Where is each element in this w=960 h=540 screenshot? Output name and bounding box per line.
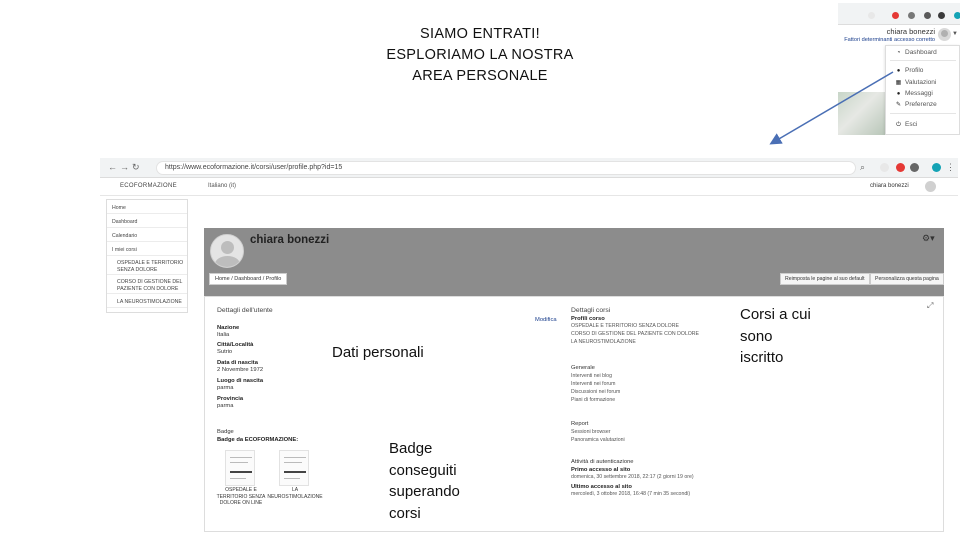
- slide-title-line: SIAMO ENTRATI!: [420, 26, 540, 42]
- sidebar-item-course[interactable]: CORSO DI GESTIONE DEL PAZIENTE CON DOLORE: [107, 277, 187, 294]
- message-icon: ●: [896, 91, 901, 97]
- wrench-icon: ✎: [895, 102, 902, 108]
- course-link[interactable]: OSPEDALE E TERRITORIO SENZA DOLORE: [571, 323, 679, 329]
- slide-title: [360, 24, 600, 87]
- misc-heading: Generale: [571, 365, 595, 371]
- sidebar-item-my-courses[interactable]: I miei corsi: [107, 244, 187, 256]
- pinterest-icon[interactable]: [896, 163, 905, 172]
- course-profiles-heading: Profili corso: [571, 316, 605, 322]
- extension-icon[interactable]: [938, 12, 945, 19]
- reset-page-button[interactable]: Reimposta le pagine al suo default: [780, 273, 870, 285]
- field-value: Sutrio: [217, 349, 233, 355]
- menu-item-grades[interactable]: ▦ Valutazioni: [895, 79, 937, 86]
- menu-divider: [890, 113, 956, 114]
- course-link[interactable]: LA NEUROSTIMOLAZIONE: [571, 339, 636, 345]
- misc-link[interactable]: Discussioni nei forum: [571, 389, 621, 395]
- star-icon[interactable]: [868, 12, 875, 19]
- field-value: 2 Novembre 1972: [217, 367, 264, 373]
- search-icon[interactable]: ⌕: [860, 162, 866, 172]
- misc-link[interactable]: Piani di formazione: [571, 397, 616, 403]
- report-link[interactable]: Panoramica valutazioni: [571, 437, 625, 443]
- badge-image[interactable]: [279, 450, 309, 486]
- first-access-value: domenica, 30 settembre 2018, 22:17 (2 giorni 19 ore): [571, 474, 694, 480]
- sidebar-item-course[interactable]: OSPEDALE E TERRITORIO SENZA DOLORE: [107, 258, 187, 275]
- sidebar-item-course[interactable]: LA NEUROSTIMOLAZIONE: [107, 296, 187, 308]
- user-dropdown-menu: [885, 45, 960, 135]
- reload-icon[interactable]: ↻: [132, 162, 140, 172]
- site-navbar: [100, 178, 958, 196]
- field-label: Provincia: [217, 396, 244, 402]
- badge-heading: Badge da ECOFORMAZIONE:: [217, 437, 299, 443]
- avatar[interactable]: [925, 181, 936, 192]
- field-label: Nazione: [217, 325, 240, 331]
- browser-toolbar: [100, 158, 958, 178]
- logout-icon: ⏻: [896, 122, 901, 128]
- expand-icon[interactable]: ⤢: [927, 301, 934, 310]
- menu-item-preferences[interactable]: ✎ Preferenze: [895, 101, 937, 108]
- background-photo: [838, 92, 885, 135]
- reports-heading: Report: [571, 421, 589, 427]
- extension-icon[interactable]: [910, 163, 919, 172]
- inset-toolbar: [838, 3, 960, 25]
- user-icon: ●: [896, 68, 901, 74]
- badge-image[interactable]: [225, 450, 255, 486]
- field-value: parma: [217, 385, 234, 391]
- sidebar-item-calendar[interactable]: Calendario: [107, 230, 187, 242]
- slide-title-line: ESPLORIAMO LA NOSTRA: [386, 47, 574, 63]
- profile-icon[interactable]: [932, 163, 941, 172]
- customise-page-button[interactable]: Personalizza questa pagina: [870, 273, 944, 285]
- extension-icon[interactable]: [908, 12, 915, 19]
- back-icon[interactable]: ←: [108, 162, 117, 172]
- profile-icon[interactable]: [954, 12, 960, 19]
- dashboard-icon: ◔: [896, 50, 901, 56]
- site-logo[interactable]: ECOFORMAZIONE: [120, 183, 177, 189]
- profile-header: [204, 228, 944, 296]
- field-label: Luogo di nascita: [217, 378, 264, 384]
- first-access-label: Primo accesso al sito: [571, 467, 631, 473]
- field-value: Italia: [217, 332, 230, 338]
- field-label: Data di nascita: [217, 360, 258, 366]
- sidebar-item-dashboard[interactable]: Dashboard: [107, 216, 187, 228]
- gear-icon[interactable]: ⚙▾: [922, 233, 935, 243]
- menu-item-messages[interactable]: ● Messaggi: [894, 90, 933, 97]
- activity-heading: Attività di autenticazione: [571, 459, 634, 465]
- address-bar[interactable]: [156, 161, 856, 175]
- field-value: parma: [217, 403, 234, 409]
- avatar: [210, 234, 244, 268]
- badge-caption[interactable]: OSPEDALE E TERRITORIO SENZA DOLORE ON LINE: [216, 487, 266, 506]
- course-details-title: Dettagli corsi: [571, 307, 611, 314]
- extension-icon[interactable]: [924, 12, 931, 19]
- profile-name: chiara bonezzi: [250, 234, 330, 246]
- breadcrumb[interactable]: Home / Dashboard / Profilo: [209, 273, 287, 285]
- profile-content: [204, 296, 944, 532]
- note-courses: Corsi a cui sono iscritto: [740, 306, 811, 366]
- course-link[interactable]: CORSO DI GESTIONE DEL PAZIENTE CON DOLORE: [571, 331, 699, 337]
- last-access-label: Ultimo accesso al sito: [571, 484, 632, 490]
- nav-drawer: [106, 199, 188, 313]
- inset-user-name[interactable]: chiara bonezzi: [886, 27, 935, 36]
- avatar[interactable]: [938, 28, 951, 41]
- language-select[interactable]: Italiano (it): [208, 183, 237, 189]
- menu-item-profile[interactable]: ● Profilo: [894, 67, 923, 74]
- note-badges: Badge conseguiti superando corsi: [389, 440, 460, 522]
- edit-profile-link[interactable]: Modifica: [535, 317, 557, 323]
- browser-window: [100, 158, 958, 540]
- last-access-value: mercoledì, 3 ottobre 2018, 16:48 (7 min 35 secondi): [571, 491, 691, 497]
- note-personal-data: Dati personali: [332, 344, 424, 361]
- menu-divider: [890, 60, 956, 61]
- badge-section-title: Badge: [217, 429, 234, 435]
- url-text: https://www.ecoformazione.it/corsi/user/profile.php?id=15: [165, 164, 343, 171]
- slide-title-line: AREA PERSONALE: [412, 68, 548, 84]
- forward-icon[interactable]: →: [120, 162, 129, 172]
- menu-item-logout[interactable]: ⏻ Esci: [894, 121, 917, 129]
- field-label: Città/Località: [217, 342, 254, 348]
- badge-caption[interactable]: LA NEUROSTIMOLAZIONE: [267, 487, 323, 500]
- inset-user-subtitle: Fattori determinanti accesso corretto: [844, 37, 935, 43]
- chevron-down-icon[interactable]: ▼: [952, 31, 958, 37]
- grades-icon: ▦: [895, 80, 902, 86]
- sidebar-item-home[interactable]: Home: [107, 202, 187, 214]
- navbar-user-name[interactable]: chiara bonezzi: [870, 183, 909, 189]
- more-icon[interactable]: ⋮: [946, 162, 955, 172]
- user-details-title: Dettagli dell'utente: [217, 307, 273, 314]
- misc-link[interactable]: Interventi nei forum: [571, 381, 616, 387]
- report-link[interactable]: Sessioni browser: [571, 429, 611, 435]
- misc-link[interactable]: Interventi nei blog: [571, 373, 612, 379]
- menu-item-dashboard[interactable]: ◔ Dashboard: [894, 49, 937, 56]
- user-menu-inset: [838, 0, 960, 135]
- star-icon[interactable]: [880, 163, 889, 172]
- pinterest-icon[interactable]: [892, 12, 899, 19]
